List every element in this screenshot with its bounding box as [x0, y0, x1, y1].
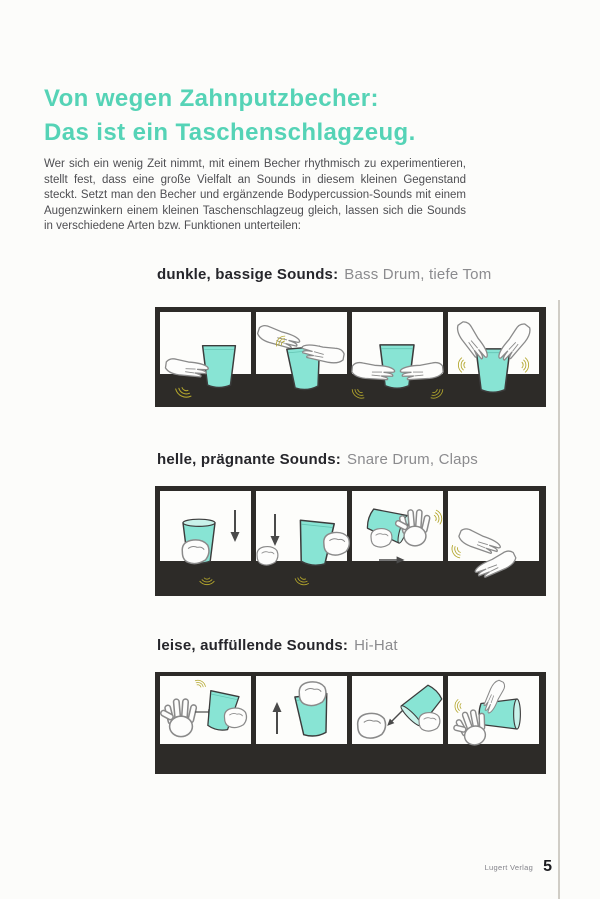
section-heading-hihat [157, 637, 398, 654]
section-label: leise, auffüllende Sounds: [157, 637, 349, 654]
illustration-strip-snare-sounds [155, 486, 546, 596]
section-examples: Bass Drum, tiefe Tom [344, 266, 492, 283]
page-footer [485, 858, 552, 876]
page-number: 5 [543, 858, 552, 875]
page-title-line2: Das ist ein Taschenschlagzeug. [44, 119, 416, 146]
section-examples: Hi-Hat [354, 637, 398, 654]
publisher-name: Lugert Verlag [484, 862, 534, 872]
page-title-line1: Von wegen Zahnputzbecher: [44, 85, 379, 112]
page-title [44, 82, 416, 150]
section-heading-bass [157, 266, 491, 283]
intro-paragraph: Wer sich ein wenig Zeit nimmt, mit einem Becher rhythmisch zu experimentieren, stellt fest, dass eine große Vielfalt an Sounds in diesem kleinen Gegenstand steckt. Setzt man den Becher und ergänzende Bodypercussion-Sounds mit einem Augenzwinkern einem kleinen Taschenschlagzeug gleich, lassen sich die Sounds in verschiedene Arten bzw. Funktionen unterteilen: [44, 158, 466, 233]
illustration-strip-hihat-sounds [155, 672, 546, 774]
illustration-strip-bass-sounds [155, 307, 546, 407]
section-heading-snare [157, 451, 478, 468]
section-examples: Snare Drum, Claps [347, 451, 478, 468]
section-label: dunkle, bassige Sounds: [157, 266, 339, 283]
scan-page-edge [558, 300, 560, 899]
section-label: helle, prägnante Sounds: [157, 451, 341, 468]
